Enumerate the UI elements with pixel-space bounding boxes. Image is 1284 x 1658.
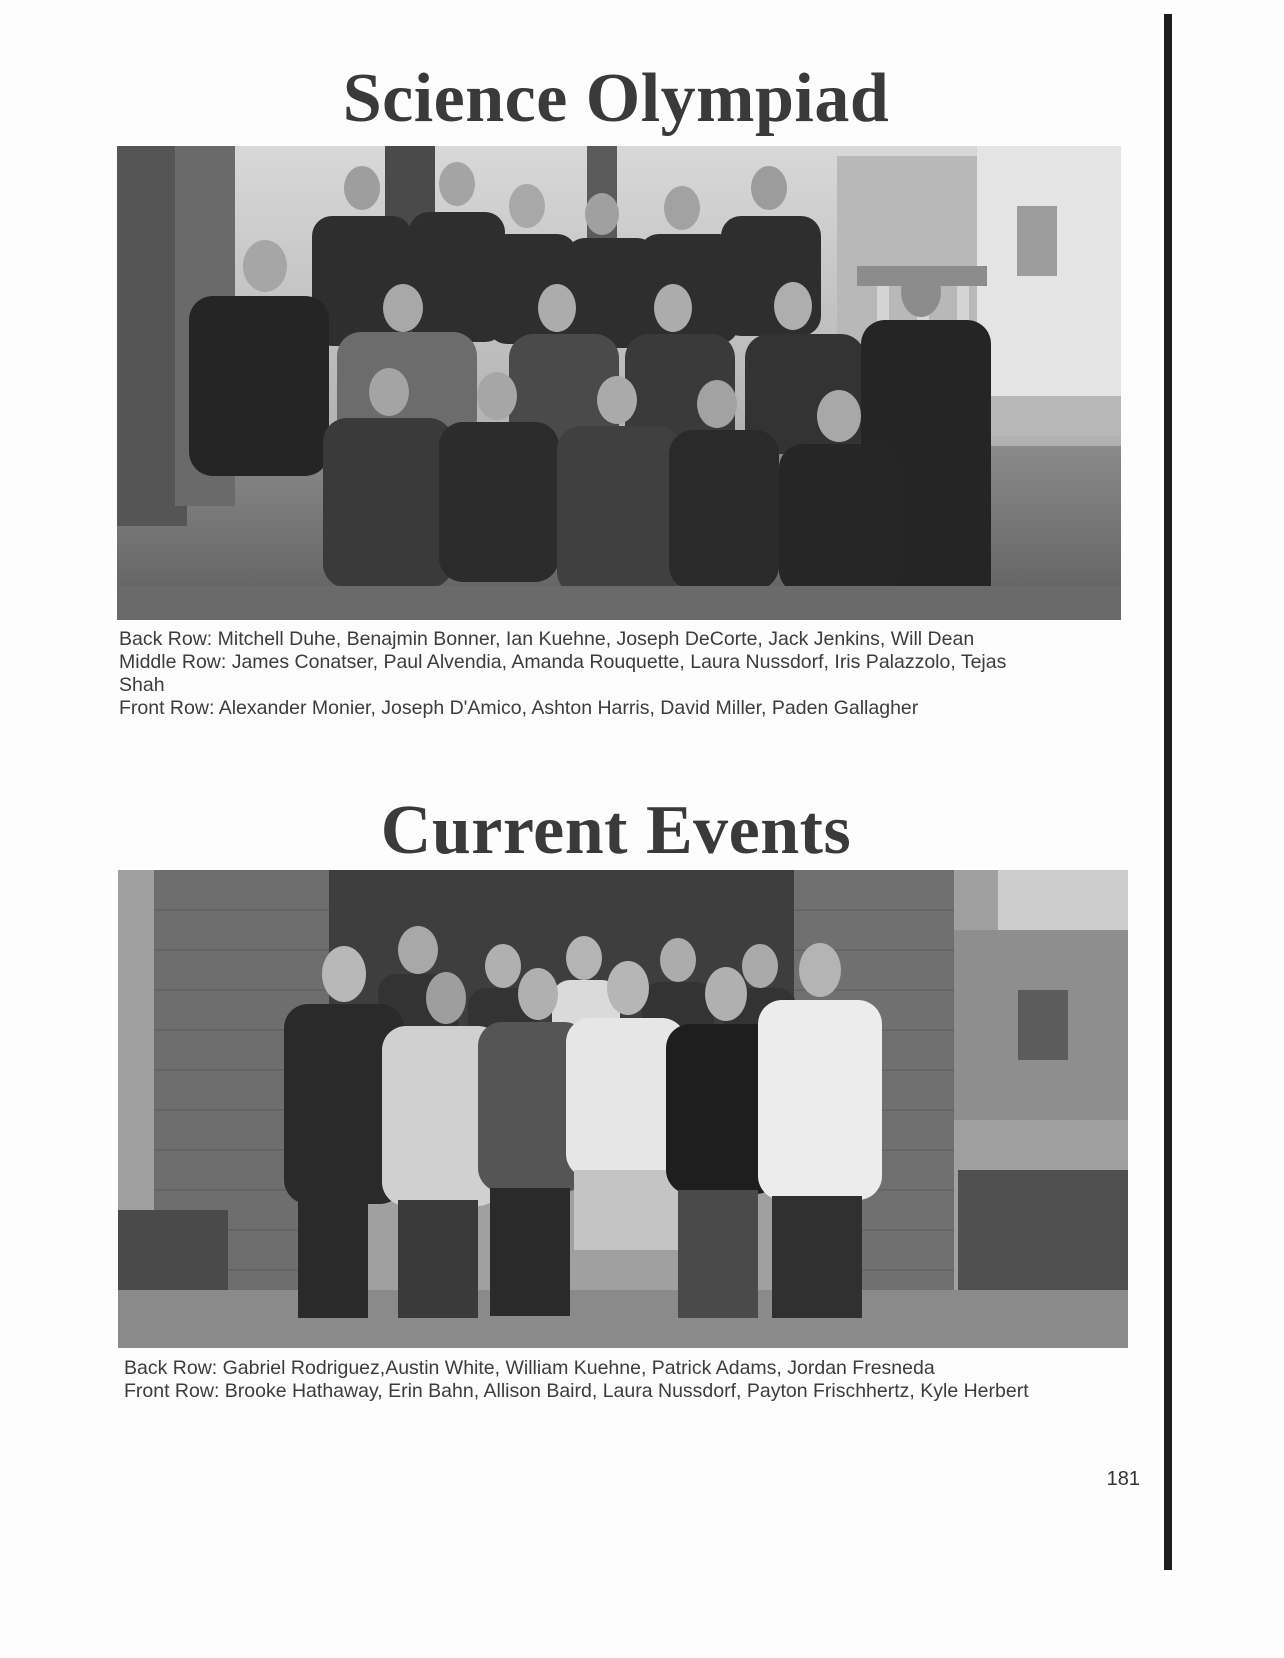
section-title-current-events: Current Events <box>380 792 852 869</box>
caption-middle-row-line2: Shah <box>119 674 165 696</box>
current-events-caption <box>124 1357 1124 1403</box>
caption-middle-row-line1: Middle Row: James Conatser, Paul Alvendia, Amanda Rouquette, Laura Nussdorf, Iris Palazzolo, Tejas <box>119 651 1007 673</box>
science-olympiad-caption <box>119 628 1119 720</box>
current-events-photo-illustration <box>118 870 1128 1348</box>
caption-back-row: Back Row: Gabriel Rodriguez,Austin White, William Kuehne, Patrick Adams, Jordan Fresneda <box>124 1357 935 1379</box>
caption-front-row: Front Row: Alexander Monier, Joseph D'Amico, Ashton Harris, David Miller, Paden Gallagher <box>119 697 919 719</box>
caption-back-row: Back Row: Mitchell Duhe, Benajmin Bonner, Ian Kuehne, Joseph DeCorte, Jack Jenkins, Will Dean <box>119 628 975 650</box>
section-title-science-olympiad: Science Olympiad <box>342 60 890 137</box>
science-olympiad-group-photo <box>117 146 1121 620</box>
caption-front-row: Front Row: Brooke Hathaway, Erin Bahn, Allison Baird, Laura Nussdorf, Payton Frischhertz, Kyle Herbert <box>124 1380 1029 1402</box>
page-edge-rule <box>1164 14 1172 1570</box>
science-olympiad-photo-illustration <box>117 146 1121 620</box>
page-number: 181 <box>1106 1468 1140 1490</box>
current-events-group-photo <box>118 870 1128 1348</box>
